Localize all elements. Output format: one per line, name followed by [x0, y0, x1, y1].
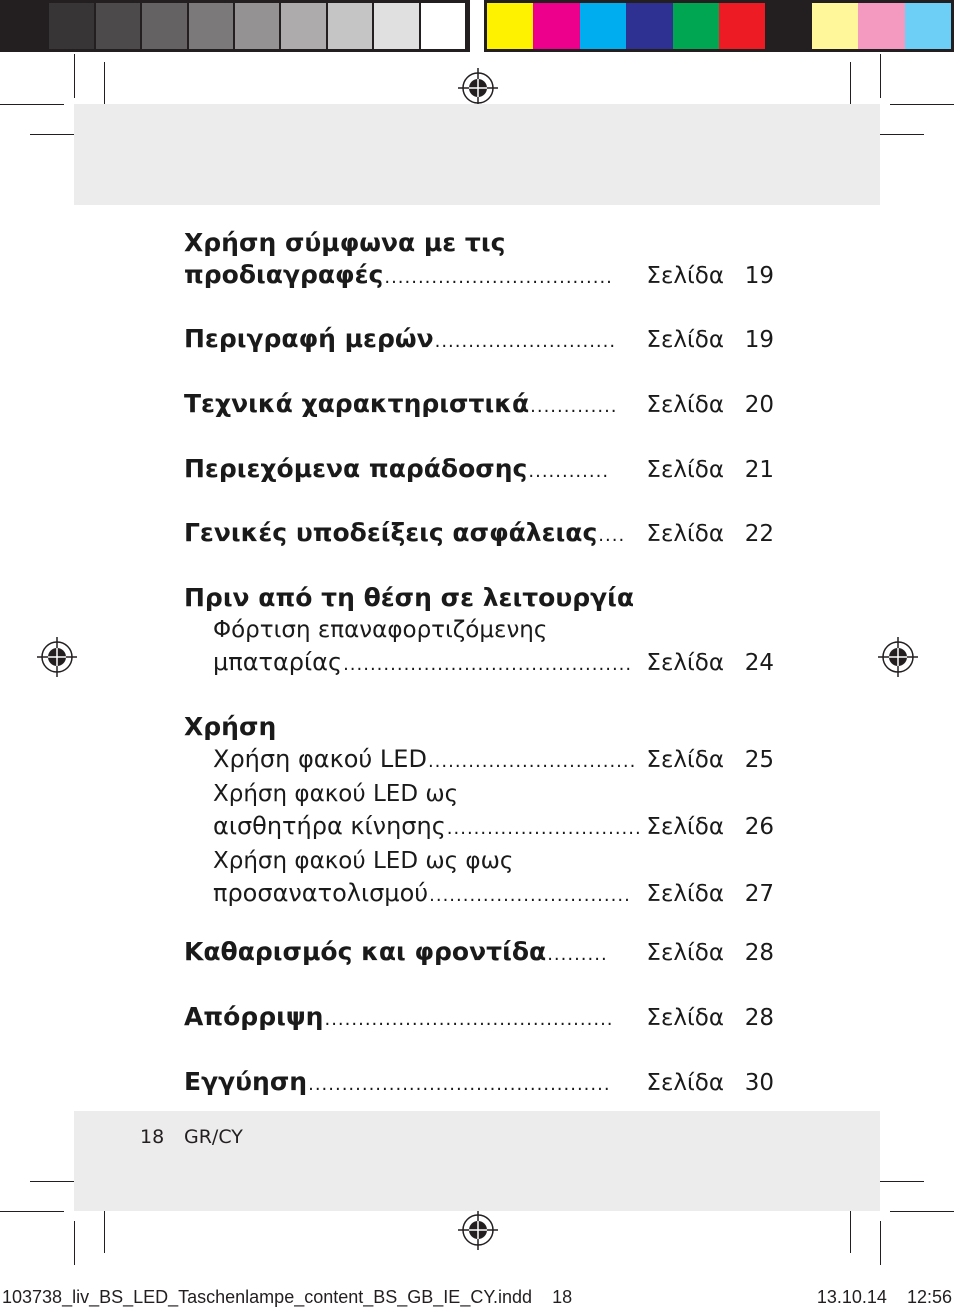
- slug-time: 12:56: [906, 1287, 952, 1307]
- toc-page-number: 21: [744, 457, 774, 483]
- crop-mark: [880, 1221, 881, 1265]
- toc-heading: Πριν από τη θέση σε λειτουργία: [184, 583, 635, 612]
- toc-entry-before-use[interactable]: [184, 581, 774, 710]
- toc-leader: ...............................: [427, 751, 637, 772]
- registration-mark-icon: [878, 637, 918, 677]
- color-swatch: [719, 3, 765, 49]
- color-swatch: [421, 3, 467, 49]
- toc-page-number: 20: [744, 392, 774, 418]
- toc-label: μπαταρίας: [213, 648, 343, 676]
- slug-filename: 103738_liv_BS_LED_Taschenlampe_content_BS_GB_IE_CY.indd: [2, 1287, 533, 1307]
- toc-row: [184, 323, 774, 358]
- toc-label: Καθαρισμός και φροντίδα: [184, 937, 547, 966]
- crop-mark: [890, 1211, 954, 1212]
- color-swatch: [3, 3, 49, 49]
- color-swatch: [189, 3, 235, 49]
- toc-leader: ..............................: [429, 885, 631, 906]
- toc-label: προσανατολισμού: [213, 879, 429, 907]
- toc-row: [213, 646, 774, 681]
- toc-entry-technical[interactable]: [184, 388, 774, 453]
- table-of-contents: [184, 226, 774, 1106]
- color-swatch: [626, 3, 672, 49]
- toc-sub-line: Χρήση φακού LED ως φως: [213, 848, 514, 874]
- toc-row: [184, 259, 774, 294]
- toc-page-number: 28: [744, 1005, 774, 1031]
- toc-leader: .............: [530, 396, 618, 417]
- toc-heading: Χρήση σύμφωνα με τις: [184, 228, 506, 257]
- toc-page-word: Σελίδα: [646, 392, 724, 418]
- toc-leader: ...........................................: [324, 1009, 614, 1030]
- color-swatch: [328, 3, 374, 49]
- toc-page-word: Σελίδα: [646, 1005, 724, 1031]
- color-calibration-strip: [484, 0, 954, 52]
- toc-page-word: Σελίδα: [646, 747, 724, 773]
- toc-entry-intended-use[interactable]: [184, 226, 774, 323]
- toc-leader: ....: [598, 525, 626, 546]
- toc-entry-warranty[interactable]: [184, 1066, 774, 1106]
- header-band: [74, 104, 880, 205]
- toc-label: Απόρριψη: [184, 1002, 324, 1031]
- toc-page-number: 27: [744, 881, 774, 907]
- toc-row: [184, 388, 774, 423]
- toc-page-number: 19: [744, 263, 774, 289]
- toc-label: Περιεχόμενα παράδοσης: [184, 454, 528, 483]
- toc-entry-parts[interactable]: [184, 323, 774, 388]
- grey-calibration-strip: [0, 0, 470, 52]
- crop-mark: [74, 54, 75, 98]
- registration-mark-icon: [37, 637, 77, 677]
- toc-entry-contents[interactable]: [184, 453, 774, 517]
- toc-row: [184, 1066, 774, 1101]
- toc-sub-line: Φόρτιση επαναφορτιζόμενης: [213, 617, 548, 643]
- toc-page-number: 19: [744, 327, 774, 353]
- toc-leader: ...........................................: [343, 654, 633, 675]
- slug-page: 18: [552, 1287, 573, 1307]
- toc-row: [184, 936, 774, 971]
- toc-page-word: Σελίδα: [646, 263, 724, 289]
- toc-label: προδιαγραφές: [184, 260, 384, 289]
- toc-sub-line: Χρήση φακού LED ως: [213, 781, 459, 807]
- toc-row: [213, 743, 774, 778]
- toc-row: [184, 1001, 774, 1036]
- toc-page-number: 30: [744, 1070, 774, 1096]
- toc-label: Τεχνικά χαρακτηριστικά: [184, 389, 530, 418]
- toc-entry-safety[interactable]: [184, 517, 774, 581]
- toc-page-word: Σελίδα: [646, 521, 724, 547]
- color-swatch: [812, 3, 858, 49]
- toc-label: Περιγραφή μερών: [184, 324, 434, 353]
- toc-label: Χρήση φακού LED: [213, 745, 427, 773]
- color-swatch: [235, 3, 281, 49]
- color-swatch: [49, 3, 95, 49]
- registration-mark-icon: [458, 68, 498, 108]
- registration-mark-icon: [458, 1210, 498, 1250]
- toc-row: [184, 517, 774, 552]
- toc-page-word: Σελίδα: [646, 327, 724, 353]
- slug-date: 13.10.14: [816, 1287, 887, 1307]
- toc-page-word: Σελίδα: [646, 881, 724, 907]
- color-swatch: [905, 3, 951, 49]
- toc-label: Γενικές υποδείξεις ασφάλειας: [184, 518, 598, 547]
- toc-page-word: Σελίδα: [646, 457, 724, 483]
- toc-page-word: Σελίδα: [646, 940, 724, 966]
- color-swatch: [487, 3, 533, 49]
- toc-heading: Χρήση: [184, 712, 277, 741]
- color-swatch: [673, 3, 719, 49]
- crop-mark: [0, 1211, 64, 1212]
- toc-leader: .............................................: [308, 1074, 611, 1095]
- color-swatch: [374, 3, 420, 49]
- language-code: GR/CY: [184, 1126, 243, 1148]
- color-swatch: [142, 3, 188, 49]
- toc-page-word: Σελίδα: [646, 1070, 724, 1096]
- toc-label: αισθητήρα κίνησης: [213, 812, 446, 840]
- crop-mark: [880, 54, 881, 98]
- color-swatch: [96, 3, 142, 49]
- toc-page-word: Σελίδα: [646, 814, 724, 840]
- page-number: 18: [140, 1126, 165, 1148]
- toc-row: [213, 877, 774, 912]
- color-swatch: [533, 3, 579, 49]
- color-swatch: [765, 3, 811, 49]
- toc-label: Εγγύηση: [184, 1067, 308, 1096]
- toc-page-number: 28: [744, 940, 774, 966]
- toc-row: [184, 453, 774, 488]
- toc-page-number: 22: [744, 521, 774, 547]
- color-swatch: [858, 3, 904, 49]
- toc-leader: ...........................: [434, 331, 617, 352]
- toc-leader: .........: [547, 944, 608, 965]
- toc-leader: ..................................: [384, 267, 613, 288]
- color-swatch: [281, 3, 327, 49]
- toc-page-word: Σελίδα: [646, 650, 724, 676]
- toc-page-number: 26: [744, 814, 774, 840]
- toc-row: [213, 810, 774, 845]
- crop-mark: [0, 104, 64, 105]
- toc-entry-cleaning[interactable]: [184, 936, 774, 1001]
- crop-mark: [74, 1221, 75, 1265]
- toc-entry-disposal[interactable]: [184, 1001, 774, 1066]
- toc-leader: ............: [528, 461, 610, 482]
- toc-page-number: 24: [744, 650, 774, 676]
- toc-entry-use[interactable]: [184, 710, 774, 936]
- toc-leader: .............................: [446, 818, 642, 839]
- color-swatch: [580, 3, 626, 49]
- crop-mark: [890, 104, 954, 105]
- toc-page-number: 25: [744, 747, 774, 773]
- print-slug: [2, 1287, 952, 1308]
